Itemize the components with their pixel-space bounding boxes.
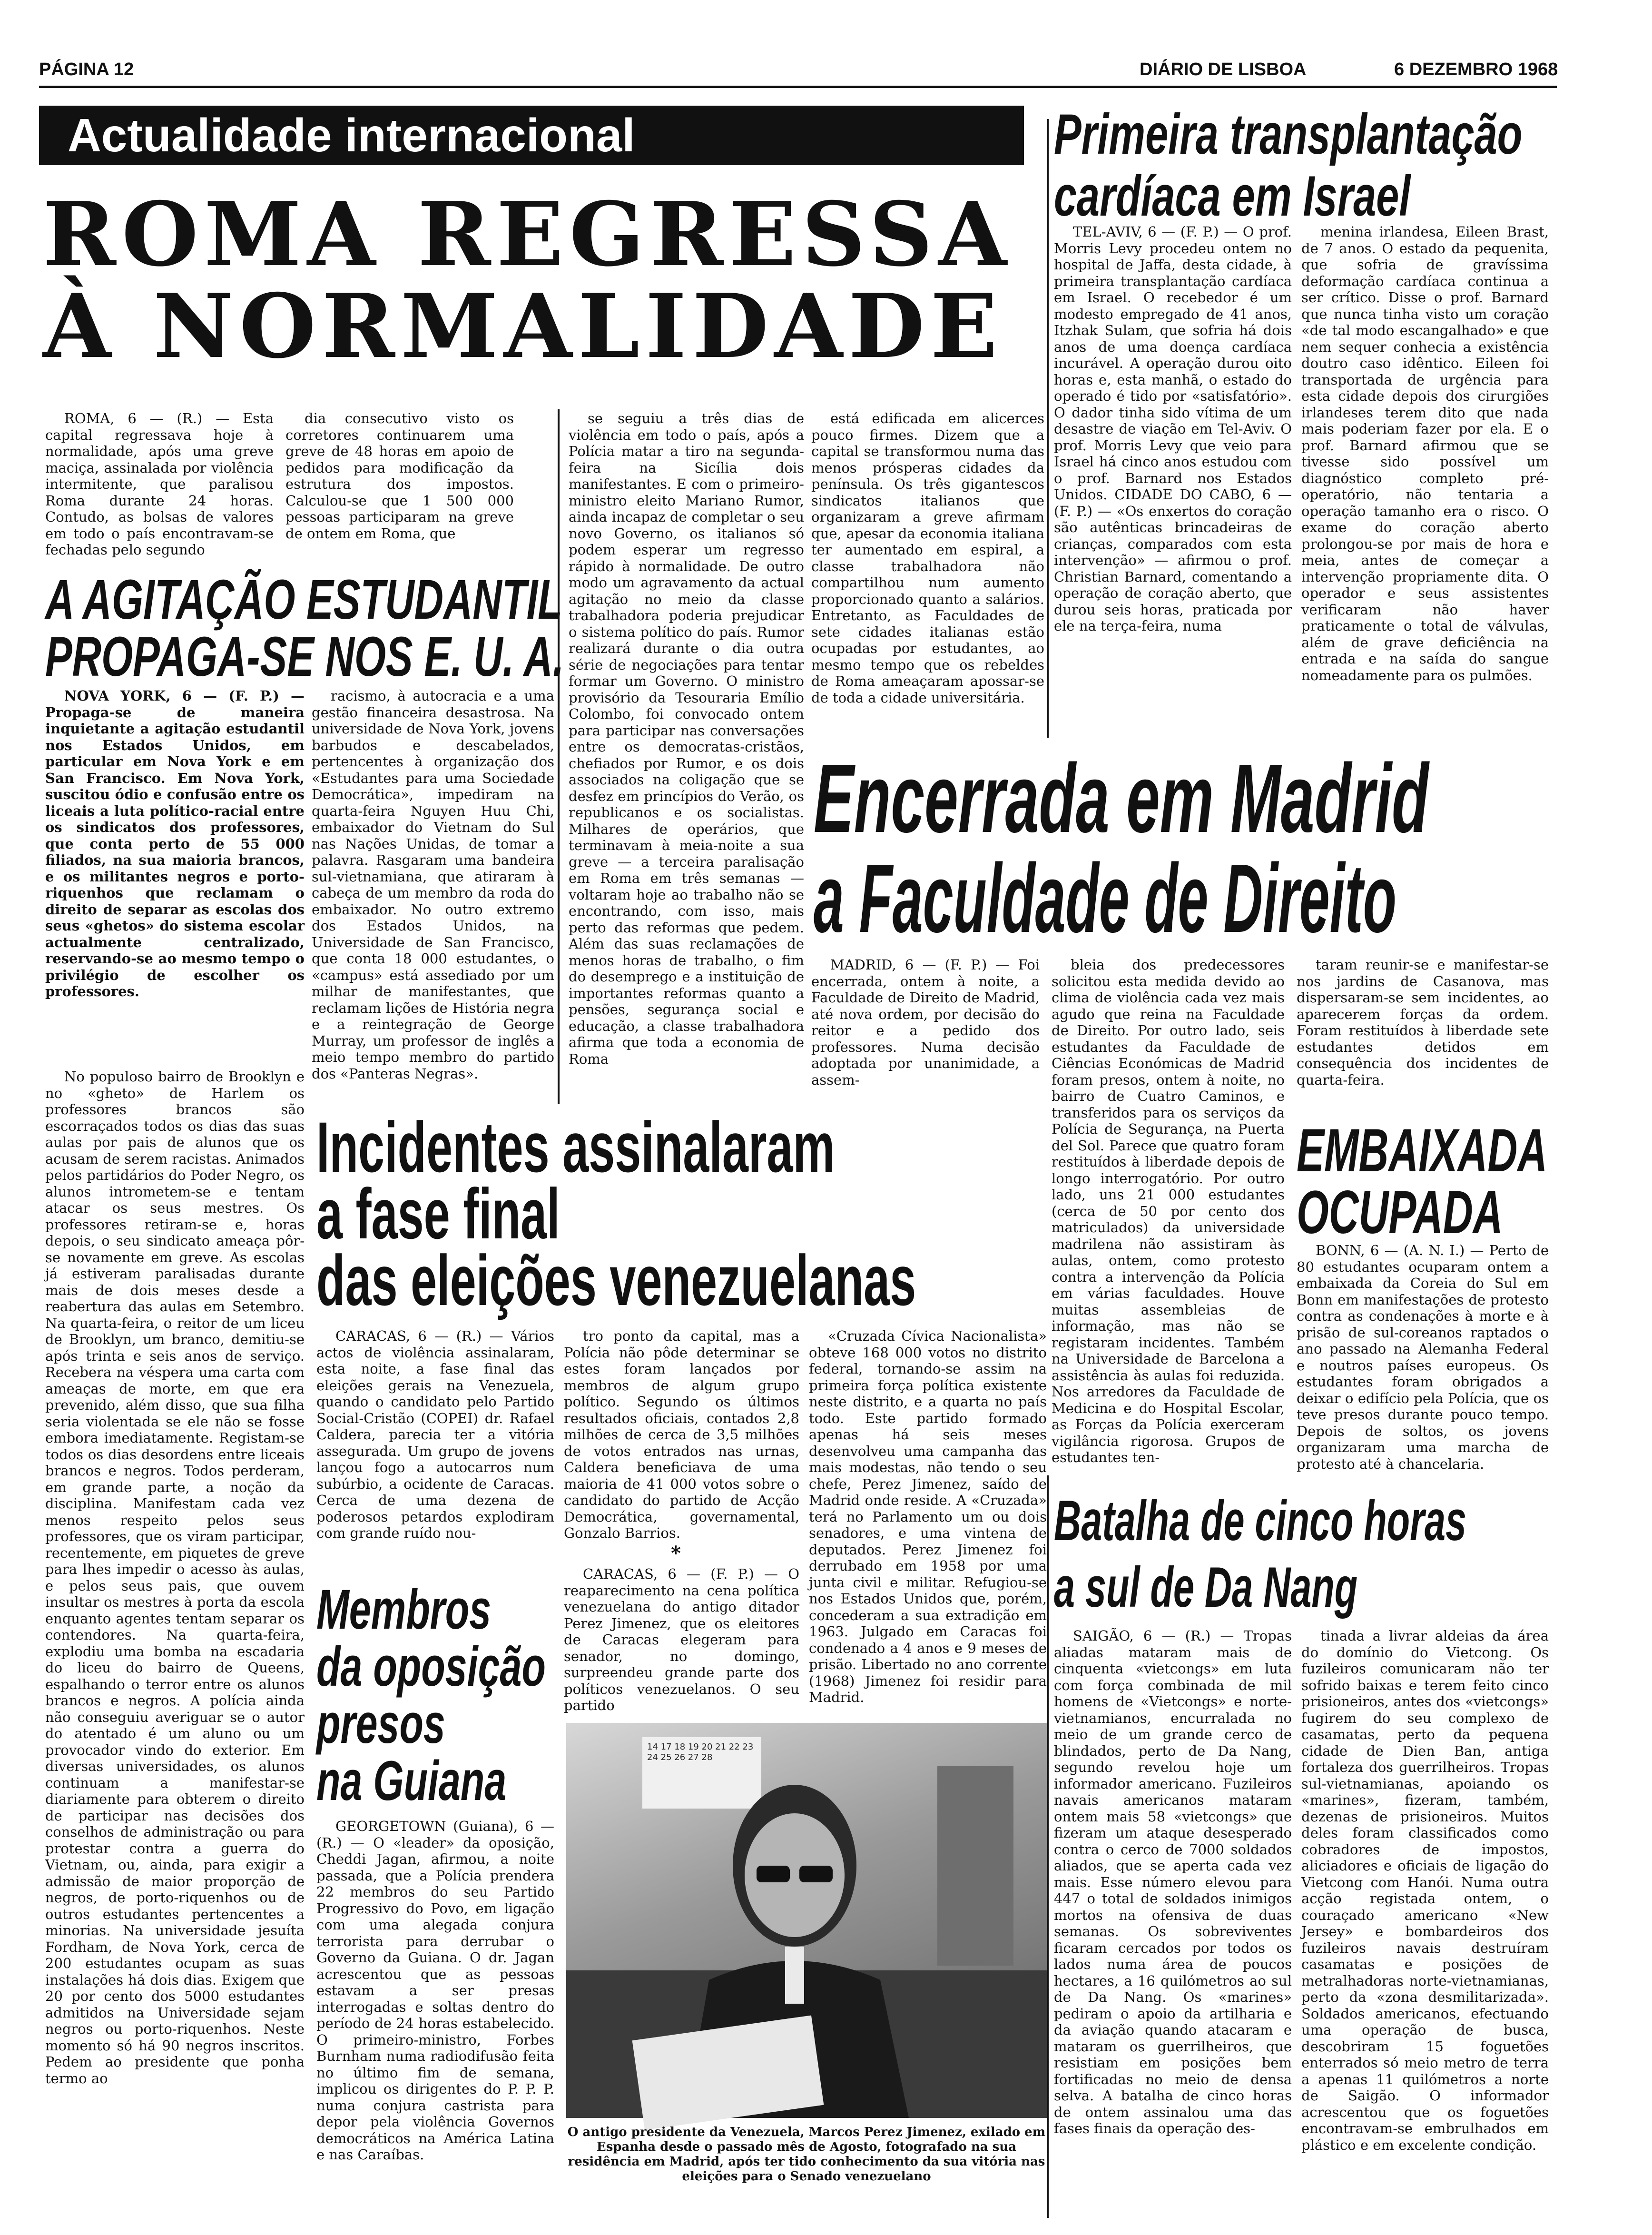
venezuela-headline-line3: das eleições venezuelanas	[316, 1240, 916, 1320]
madrid-headline-line1: Encerrada em Madrid	[814, 744, 1429, 853]
madrid-headline-line2: a Faculdade de Direito	[814, 844, 1396, 953]
agitacao-lead: NOVA YORK, 6 — (F. P.) — Propaga-se de maneira inquietante a agitação estudantil nos Estados Unidos, em particular em Nova York e em San Francisco. Em Nova York, suscitou ódio e confusão entre os liceais a luta político-racial entre os sindicatos dos professores, que conta perto de 55 000 filiados, na sua maioria brancos, e os militantes negros e porto-riquenhos que reclamam o direito de separar as escolas dos seus «ghetos» do sistema escolar actualmente centralizado, reservando-se ao mesmo tempo o privilégio de escolher os professores.	[45, 688, 305, 999]
roma-article-col2: dia consecutivo visto os corretores continuarem uma greve de 48 horas em apoio de pedidos para modificação da estrutura dos impostos. Calculou-se que 1 500 000 pessoas participaram na greve de ontem em Roma, que	[285, 410, 514, 542]
danang-headline-line1: Batalha de cinco horas	[1054, 1489, 1467, 1553]
madrid-col1: MADRID, 6 — (F. P.) — Foi encerrada, ontem à noite, a Faculdade de Direito de Madrid, até nova ordem, por decisão do reitor e a pedido dos professores. Numa decisão adoptada por unanimidade, a assem-	[811, 957, 1040, 1088]
venezuela-col3: «Cruzada Cívica Nacionalista» obteve 168 000 votos no distrito federal, tornando-se assim na primeira força política existente neste distrito, e a quarta no país todo. Este partido formado apenas há seis meses desenvolveu uma campanha das mais modestas, não tendo o seu chefe, Perez Jimenez, saído de Madrid onde reside. A «Cruzada» terá no Parlamento um ou dois senadores, e uma vintena de deputados. Perez Jimenez foi derrubado em 1958 por uma junta civil e militar. Refugiou-se nos Estados Unidos que, porém, concederam a sua extradição em 1963. Julgado em Caracas foi condenado a 4 anos e 9 meses de prisão. Libertado no ano corrente (1968) Jimenez foi residir para Madrid.	[809, 1328, 1047, 1705]
roma-article-col4: está edificada em alicerces pouco firmes. Dizem que a capital se transformou numa das menos prósperas cidades da península. Os três gigantescos sindicatos italianos que organizaram a greve afirmam que, apesar da economia italiana ter aumentado em espiral, a classe trabalhadora não compartilhou num aumento proporcionado quanto a salários. Entretanto, as Faculdades de sete cidades italianas estão ocupadas por estudantes, ao mesmo tempo que os rebeldes de Roma ameaçaram apossar-se de toda a cidade universitária.	[811, 410, 1044, 706]
guiana-headline-line4: na Guiana	[316, 1750, 507, 1812]
israel-headline-line1: Primeira transplantação	[1054, 102, 1523, 166]
column-divider	[558, 409, 560, 1104]
agitacao-headline-line1: A AGITAÇÃO ESTUDANTIL	[45, 568, 563, 631]
danang-col1: SAIGÃO, 6 — (R.) — Tropas aliadas mataram mais de cinquenta «vietcongs» em luta com força combinada de mil homens de «Vietcongs» e norte-vietnamianos, encurralada no meio de um grande cerco de blindados, perto de Da Nang, segundo revelou hoje um informador americano. Fuzileiros navais americanos mataram ontem mais 58 «vietcongs» que fizeram um ataque desesperado contra o cerco de 7000 soldados aliados, que se aperta cada vez mais. Esse número elevou para 447 o total de soldados inimigos mortos na ofensiva de duas semanas. Os sobreviventes ficaram cercados por todos os lados numa área de poucos hectares, a 16 quilómetros ao sul de Da Nang. Os «marines» pediram o apoio da artilharia e da aviação quando atacaram e mataram os guerrilheiros, que resistiam em posições bem fortificadas no meio de densa selva. A batalha de cinco horas de ontem assinalou uma das fases finais da operação des-	[1054, 1628, 1292, 2136]
danang-col2: tinada a livrar aldeias da área do domínio do Vietcong. Os fuzileiros comunicaram não ter sofrido baixas e terem feito cinco prisioneiros, antes dos «vietcongs» fugirem do seu complexo de casamatas, perto da pequena cidade de Dien Ban, antiga fortaleza dos guerrilheiros. Tropas sul-vietnamianas, apoiando os «marines», fizeram, também, dezenas de prisioneiros. Muitos deles foram classificados como cobradores de impostos, aliciadores e oficiais de ligação do Vietcong com Hanói. Numa outra acção registada ontem, o couraçado americano «New Jersey» e bombardeiros dos fuzileiros navais destruíram casamatas e posições de metralhadoras norte-vietnamianas, perto da «zona desmilitarizada». Soldados americanos, efectuando uma operação de busca, descobriram 15 foguetões enterrados só meio metro de terra a apenas 11 quilómetros a norte de Saigão. O informador acrescentou que os foguetões encontravam-se embrulhados em plástico e em excelente condição.	[1301, 1628, 1549, 2153]
column-divider	[1047, 1475, 1049, 2218]
roma-article-col1: ROMA, 6 — (R.) — Esta capital regressava hoje à normalidade, após uma greve maciça, assinalada por violência intermitente, que paralisou Roma durante 24 horas. Contudo, as bolsas de valores em todo o país encontravam-se fechadas pelo segundo	[45, 410, 274, 558]
venezuela-col2b: CARACAS, 6 — (F. P.) — O reaparecimento na cena política venezuelana do antigo ditador Perez Jimenez, que os eleitores de Caracas elegeram para senador, no domingo, surpreendeu grande parte dos políticos venezuelanos. O seu partido	[564, 1566, 799, 1713]
roma-article-col3: se seguiu a três dias de violência em todo o país, após a Polícia matar a tiro na segunda-feira na Sicília dois manifestantes. E com o primeiro-ministro eleito Mariano Rumor, ainda incapaz de completar o seu novo Governo, os italianos só podem esperar um regresso rápido à normalidade. De outro modo um agravamento da actual agitação no meio da classe trabalhadora poderia prejudicar o sistema político do país. Rumor realizará durante o dia outra série de negociações para tentar formar um Governo. O ministro provisório da Tesouraria Emílio Colombo, foi convocado ontem para participar nas conversações entre os democratas-cristãos, chefiados por Rumor, e os dois associados na coligação que se desfez em princípios do Verão, os republicanos e os socialistas. Milhares de operários, que terminavam à meia-noite a sua greve — a terceira paralisação em Roma em três semanas — voltaram hoje ao trabalho não se encontrando, com isso, mais perto das reformas que pedem. Além das suas reclamações de menos horas de trabalho, o fim do desemprego e a instituição de importantes reformas quanto a pensões, segurança social e educação, a classe trabalhadora afirma que toda a economia de Roma	[569, 410, 804, 1067]
israel-col1: TEL-AVIV, 6 — (F. P.) — O prof. Morris Levy procedeu ontem no hospital de Jaffa, desta cidade, à primeira transplantação cardíaca em Israel. O recebedor é um modesto empregado de 41 anos, Itzhak Sulam, que sofria há dois anos de uma doença cardíaca incurável. A operação durou oito horas e, esta manhã, o estado do operado é tido por «satisfatório». O dador tinha sido vítima de um desastre de viação em Tel-Aviv. O prof. Morris Levy que veio para Israel há cinco anos estudou com o prof. Barnard nos Estados Unidos. CIDADE DO CABO, 6 — (F. P.) — «Os enxertos do coração são autênticas brincadeiras de crianças, comparados com esta intervenção» — afirmou o prof. Christian Barnard, comentando a operação de coração aberto, que durou seis horas, praticada por ele na terça-feira, numa	[1054, 224, 1292, 634]
agitacao-headline-line2: PROPAGA-SE NOS E. U. A.	[45, 625, 564, 688]
israel-headline-line2: cardíaca em Israel	[1054, 164, 1411, 228]
israel-col2: menina irlandesa, Eileen Brast, de 7 anos. O estado da pequenita, que sofria de gravíssima deformação cardíaca continua a ser crítico. Disse o prof. Barnard que nunca tinha visto um coração «de tal modo escangalhado» e que nem sequer conhecia a existência doutro caso idêntico. Eileen foi transportada de urgência para esta cidade depois dos cirurgiões irlandeses terem dito que nada mais poderiam fazer por ela. E o prof. Barnard afirmou que se tivesse sido possível um diagnóstico completo pré-operatório, não tentaria a operação tamanho era o risco. O exame do coração aberto prolongou-se por mais de hora e meia, antes de começar a intervenção propriamente dita. O operador e seus assistentes verificaram não haver praticamente o total de válvulas, além de grave deficiência na entrada e na saída do sangue nomeadamente para os pulmões.	[1301, 224, 1549, 683]
venezuela-headline-line1: Incidentes assinalaram	[316, 1107, 835, 1187]
column-divider	[1047, 119, 1049, 738]
venezuela-col1: CARACAS, 6 — (R.) — Vários actos de violência assinalaram, esta noite, a fase final das eleições gerais na Venezuela, quando o candidato pelo Partido Social-Cristão (COPEI) dr. Rafael Caldera, parecia ter a vitória assegurada. Um grupo de jovens lançou fogo a autocarros num subúrbio, a ocidente de Caracas. Cerca de uma dezena de poderosos petardos explodiram com grande ruído nou-	[316, 1328, 554, 1541]
danang-headline-line2: a sul de Da Nang	[1054, 1555, 1358, 1619]
photo-caption: O antigo presidente da Venezuela, Marcos Perez Jimenez, exilado em Espanha desde o passado mês de Agosto, fotografado na sua residência em Madrid, após ter tido conhecimento da sua vitória nas eleições para o Senado venezuelano	[567, 2125, 1046, 2184]
jimenez-photo	[566, 1723, 1047, 2118]
issue-date: 6 DEZEMBRO 1968	[1394, 59, 1558, 79]
embaixada-headline-line1: EMBAIXADA	[1297, 1117, 1548, 1185]
masthead-rule	[39, 86, 1557, 88]
venezuela-col2: tro ponto da capital, mas a Polícia não pôde determinar se estes foram lançados por membros de algum grupo político. Segundo os últimos resultados oficiais, contados 2,8 milhões de cerca de 3,5 milhões de votos entrados nas urnas, Caldera beneficiava de uma maioria de 41 000 votos sobre o candidato do partido de Acção Democrática, governamental, Gonzalo Barrios.	[564, 1328, 799, 1541]
embaixada-headline-line2: OCUPADA	[1297, 1178, 1503, 1246]
agitacao-col2: racismo, à autocracia e a uma gestão financeira desastrosa. Na universidade de Nova York, jovens barbudos e descabelados, pertencentes à organização dos «Estudantes para uma Sociedade Democrática», impediram na quarta-feira Nguyen Huu Chi, embaixador do Vietnam do Sul nas Nações Unidas, de tomar a palavra. Rasgaram uma bandeira sul-vietnamiana, que atiraram à cabeça de um membro da roda do embaixador. No outro extremo dos Estados Unidos, na Universidade de San Francisco, que conta 18 000 estudantes, o «campus» está assediado por um milhar de manifestantes, que reclamam lições de História negra e a reintegração de George Murray, um professor de inglês a meio tempo membro do partido dos «Panteras Negras».	[312, 688, 554, 1082]
guiana-body: GEORGETOWN (Guiana), 6 — (R.) — O «leader» da oposição, Cheddi Jagan, afirmou, a noite passada, que a Polícia prendera 22 membros do seu Partido Progressivo do Povo, em ligação com uma alegada conjura terrorista para derrubar o Governo da Guiana. O dr. Jagan acrescentou que as pessoas estavam a ser presas interrogadas e soltas dentro do período de 24 horas estabelecido. O primeiro-ministro, Forbes Burnham numa radiodifusão feita no último fim de semana, implicou os dirigentes do P. P. P. numa conjura castrista para depor pela violência Governos democráticos na América Latina e nas Caraíbas.	[316, 1818, 554, 2163]
portrait-figure	[566, 1723, 1047, 2118]
agitacao-col1: No populoso bairro de Brooklyn e no «gheto» de Harlem os professores brancos são escorraçados todos os dias das suas aulas por pais de alunos que os acusam de serem racistas. Animados pelos partidários do Poder Negro, os alunos intrometem-se e tentam atacar os seus mestres. Os professores retiram-se e, horas depois, o seu sindicato ameaça pôr-se novamente em greve. As escolas já estiveram paralisadas durante mais de dois meses desde a reabertura das aulas em Setembro. Na quarta-feira, o reitor de um liceu de Brooklyn, um branco, demitiu-se após trinta e seis anos de serviço. Recebera na véspera uma carta com ameaças de morte, em que era prevenido, além disso, que sua filha seria violentada se ele não se fosse embora imediatamente. Registam-se todos os dias desordens entre liceais brancos e negros. Todos perderam, em grande parte, a noção da disciplina. Manifestam cada vez menos respeito pelos seus professores, que os viram participar, recentemente, em piquetes de greve para lhes impedir o acesso às aulas, e pelos seus pais, que ouvem insultar os mestres à porta da escola enquanto agentes tentam separar os contendores. Na quarta-feira, explodiu uma bomba na escadaria do liceu do bairro de Queens, espalhando o terror entre os alunos brancos e negros. A polícia ainda não conseguiu averiguar se o autor do atentado é um aluno ou um provocador vindo do exterior. Em diversas universidades, os alunos continuam a manifestar-se diariamente para obterem o direito de participar nas decisões dos conselhos de administração ou para protestar contra a guerra do Vietnam, ou, ainda, para exigir a admissão de maior proporção de negros, de porto-riquenhos ou de outros estudantes pertencentes a minorias. Na universidade jesuíta Fordham, de Nova York, cerca de 200 estudantes ocupam as suas instalações há dois dias. Exigem que 20 por cento dos 5000 estudantes admitidos na Universidade sejam negros ou porto-riquenhos. Neste momento só há 90 negros inscritos. Pedem ao presidente que ponha termo ao	[45, 1068, 305, 2087]
madrid-col2: bleia dos predecessores solicitou esta medida devido ao clima de violência cada vez mais agudo que reina na Faculdade de Direito. Por outro lado, seis estudantes da Faculdade de Ciências Económicas de Madrid foram presos, ontem à noite, no bairro de Cuatro Caminos, e transferidos para os serviços da Polícia de Segurança, na Puerta del Sol. Parece que quatro foram restituídos à liberdade depois de longo interrogatório. Por outro lado, uns 21 000 estudantes (cerca de 50 por cento dos matriculados) da universidade madrilena não assistiram às aulas, ontem, como protesto contra a intervenção da Polícia em várias faculdades. Houve muitas assembleias de informação, mas não se registaram incidentes. Também na Universidade de Barcelona a assistência às aulas foi reduzida. Nos arredores da Faculdade de Medicina e do Hospital Escolar, as Forças da Polícia exerceram vigilância rigorosa. Grupos de estudantes ten-	[1052, 957, 1285, 1465]
separator-asterisk: *	[671, 1542, 681, 1564]
page-number: PÁGINA 12	[39, 59, 134, 79]
guiana-headline-line3: presos	[316, 1692, 445, 1755]
section-title: Actualidade internacional	[39, 106, 1024, 165]
roma-headline-line2: À NORMALIDADE	[43, 274, 1003, 378]
guiana-headline-line1: Membros	[316, 1578, 492, 1641]
venezuela-headline-line2: a fase final	[316, 1174, 560, 1254]
roma-headline-line1: ROMA REGRESSA	[43, 182, 1013, 286]
guiana-headline-line2: da oposição	[316, 1635, 546, 1698]
calendar-image: 14 17 18 19 20 21 22 23 24 25 26 27 28	[642, 1737, 761, 1809]
madrid-col3: taram reunir-se e manifestar-se nos jardins de Casanova, mas dispersaram-se sem incidentes, ao aparecerem forças da ordem. Foram restituídos à liberdade sete estudantes detidos em consequência dos incidentes de quarta-feira.	[1297, 957, 1549, 1088]
embaixada-body: BONN, 6 — (A. N. I.) — Perto de 80 estudantes ocuparam ontem a embaixada da Coreia do Sul em Bonn em manifestações de protesto contra as condenações à morte e à prisão de sul-coreanos raptados o ano passado na Alemanha Federal e noutros países europeus. Os estudantes foram obrigados a deixar o edifício pela Polícia, que os teve presos durante pouco tempo. Depois de soltos, os jovens organizaram uma marcha de protesto até à chancelaria.	[1297, 1242, 1549, 1472]
newspaper-name: DIÁRIO DE LISBOA	[1140, 59, 1307, 79]
